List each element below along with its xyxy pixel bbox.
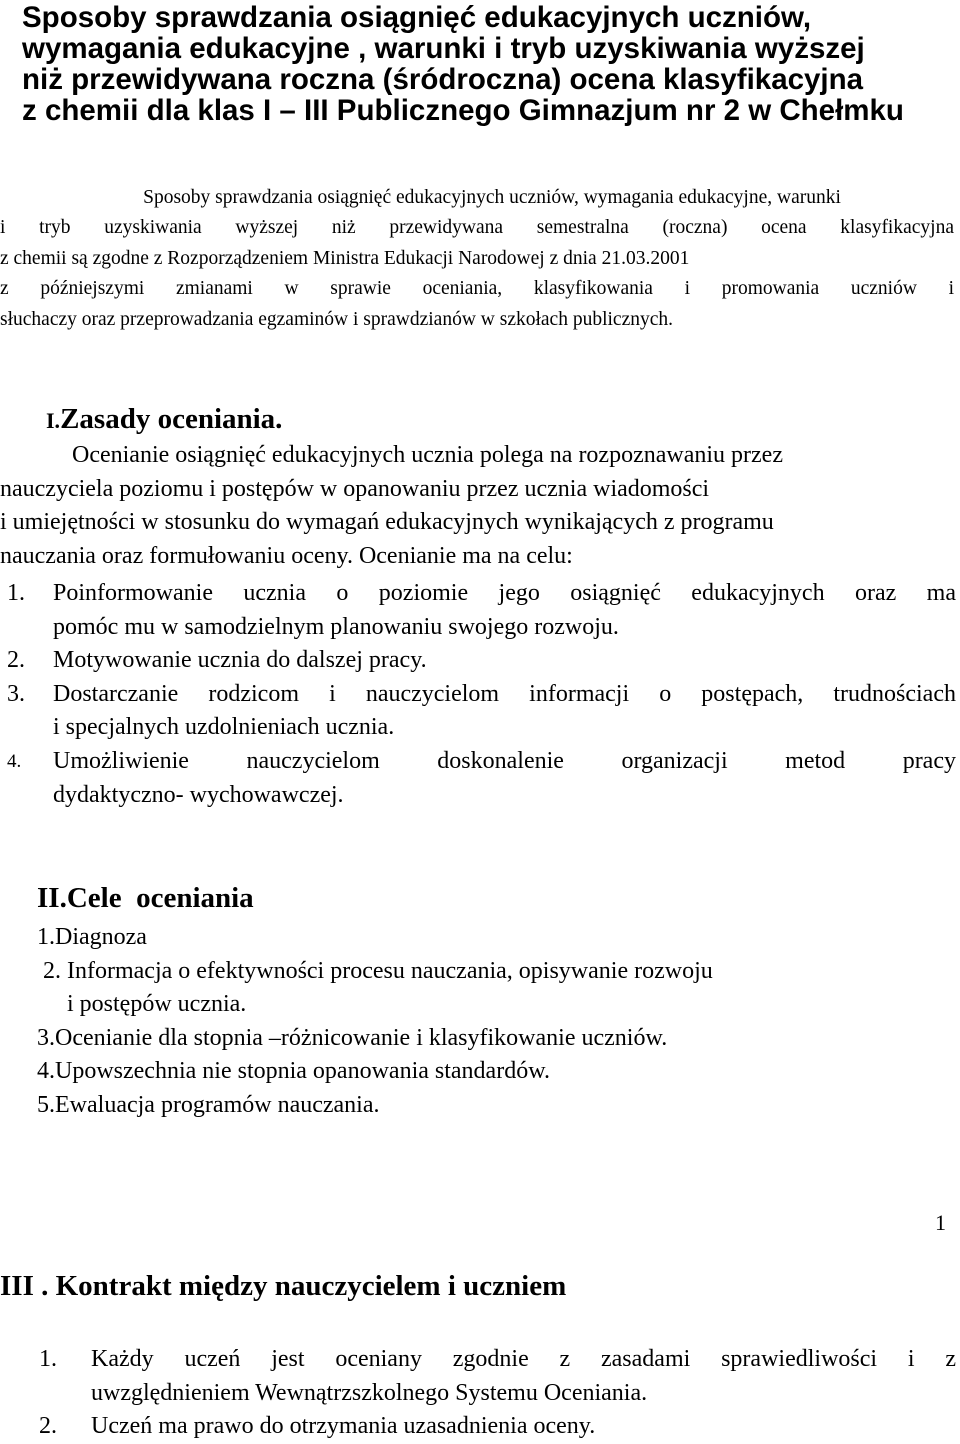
list-item-text: 1.Diagnoza xyxy=(37,924,147,950)
section-title: Zasady oceniania. xyxy=(60,403,283,435)
section-number: I. xyxy=(46,408,61,433)
list-item-text: 5.Ewaluacja programów nauczania. xyxy=(37,1091,380,1118)
section1-list xyxy=(0,577,956,812)
section3-list xyxy=(0,1343,956,1444)
title-line: Sposoby sprawdzania osiągnięć edukacyjnych uczniów, xyxy=(22,1,812,34)
intro-line: i tryb uzyskiwania wyższej niż przewidywana semestralna (roczna) ocena klasyfikacyjna xyxy=(0,217,954,239)
section-heading-2 xyxy=(37,881,254,915)
list-item-text: Umożliwienie nauczycielom doskonalenie organizacji metod pracy xyxy=(53,747,956,774)
section-heading-3: III . Kontrakt między nauczycielem i uczniem xyxy=(0,1270,567,1302)
intro-line: z późniejszymi zmianami w sprawie oceniania, klasyfikowania i promowania uczniów i xyxy=(0,278,954,300)
list-item-text: 4.Upowszechnia nie stopnia opanowania standardów. xyxy=(37,1058,550,1085)
section-number: II. xyxy=(37,882,67,914)
list-item xyxy=(0,577,956,644)
list-number: 4. xyxy=(7,750,22,772)
list-item-text: i specjalnych uzdolnieniach ucznia. xyxy=(53,714,395,741)
document-title xyxy=(22,2,952,126)
list-item-text: Motywowanie ucznia do dalszej pracy. xyxy=(53,647,427,674)
intro-line: Sposoby sprawdzania osiągnięć edukacyjnych uczniów, wymagania edukacyjne, warunki xyxy=(143,187,841,208)
intro-line: z chemii są zgodne z Rozporządzeniem Ministra Edukacji Narodowej z dnia 21.03.2001 xyxy=(0,247,690,269)
list-item-text: i postępów ucznia. xyxy=(37,991,247,1018)
list-item-text: Każdy uczeń jest oceniany zgodnie z zasadami sprawiedliwości i z xyxy=(91,1346,956,1372)
intro-line: słuchaczy oraz przeprowadzania egzaminów i sprawdzianów w szkołach publicznych. xyxy=(0,308,674,330)
list-number: 2. xyxy=(39,1413,57,1440)
paragraph-line: Ocenianie osiągnięć edukacyjnych ucznia polega na rozpoznawaniu przez xyxy=(72,442,783,468)
list-item-text: 3.Ocenianie dla stopnia –różnicowanie i klasyfikowanie uczniów. xyxy=(37,1024,668,1051)
list-item-text: uwzględnieniem Wewnątrzszkolnego Systemu Oceniania. xyxy=(91,1379,648,1406)
section2-list xyxy=(37,921,917,1123)
list-item xyxy=(0,678,956,745)
list-item-text: 2. Informacja o efektywności procesu nauczania, opisywanie rozwoju xyxy=(37,957,713,984)
paragraph-line: nauczyciela poziomu i postępów w opanowaniu przez ucznia wiadomości xyxy=(0,475,710,502)
title-line: wymagania edukacyjne , warunki i tryb uzyskiwania wyższej xyxy=(22,32,865,65)
list-number: 1. xyxy=(39,1346,57,1372)
paragraph-line: i umiejętności w stosunku do wymagań edukacyjnych wynikających z programu xyxy=(0,509,774,536)
page-number: 1 xyxy=(935,1210,946,1235)
intro-paragraph xyxy=(0,183,954,335)
section-title: Cele oceniania xyxy=(66,882,254,914)
list-item-text: pomóc mu w samodzielnym planowaniu swojego rozwoju. xyxy=(53,613,619,640)
list-item-text: Uczeń ma prawo do otrzymania uzasadnienia oceny. xyxy=(91,1413,596,1440)
list-item-text: Poinformowanie ucznia o poziomie jego osiągnięć edukacyjnych oraz ma xyxy=(53,580,956,606)
title-line: niż przewidywana roczna (śródroczna) ocena klasyfikacyjna xyxy=(22,63,864,96)
list-number: 2. xyxy=(7,647,25,674)
paragraph-line: nauczania oraz formułowaniu oceny. Ocenianie ma na celu: xyxy=(0,542,573,569)
list-item-text: Dostarczanie rodzicom i nauczycielom informacji o postępach, trudnościach xyxy=(53,680,956,707)
title-line: z chemii dla klas I – III Publicznego Gimnazjum nr 2 w Chełmku xyxy=(22,94,904,127)
list-item xyxy=(0,644,956,678)
list-item-text: dydaktyczno- wychowawczej. xyxy=(53,781,344,808)
section-heading-1 xyxy=(46,402,282,438)
section1-paragraph xyxy=(0,439,956,573)
list-number: 3. xyxy=(7,680,25,707)
list-item xyxy=(0,745,956,812)
list-item xyxy=(0,1410,956,1444)
list-item xyxy=(0,1343,956,1410)
list-number: 1. xyxy=(7,580,25,606)
